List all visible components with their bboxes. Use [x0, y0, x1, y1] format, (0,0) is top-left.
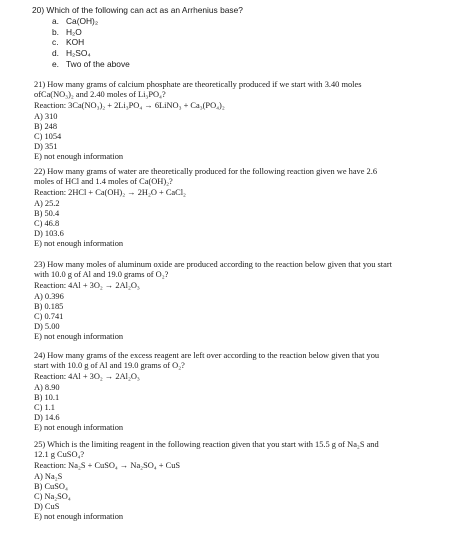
question-22-stem-line2: moles of HCl and 1.4 moles of Ca(OH)₂? [34, 176, 173, 186]
option-b [52, 27, 462, 38]
option-a: A) 8.90 [34, 383, 60, 393]
option-c: C) 46.8 [34, 219, 60, 229]
question-23 [34, 260, 454, 342]
option-d: D) 103.6 [34, 229, 64, 239]
question-25-reaction: Reaction: Na₂S + CuSO₄ → Na₂SO₄ + CuS [34, 460, 181, 470]
option-letter: a. [52, 16, 59, 27]
option-c: C) 0.741 [34, 312, 64, 322]
question-25-options [34, 472, 454, 521]
option-a: A) 310 [34, 112, 58, 122]
option-e [52, 59, 462, 70]
option-c [52, 37, 462, 48]
option-d: D) CuS [34, 502, 60, 512]
option-b: B) CuSO₄ [34, 482, 68, 492]
question-22 [34, 167, 454, 249]
option-b: B) 50.4 [34, 209, 60, 219]
option-e: E) not enough information [34, 151, 124, 161]
question-23-stem-line1: 23) How many moles of aluminum oxide are produced according to the reaction below given that you start [34, 260, 392, 269]
question-24 [34, 351, 454, 433]
option-letter: b. [52, 26, 59, 37]
option-c: C) 1.1 [34, 403, 55, 413]
option-text: H₂SO₄ [66, 47, 91, 58]
option-text: KOH [66, 37, 85, 48]
option-text: Ca(OH)₂ [66, 16, 99, 27]
question-20 [32, 5, 462, 69]
question-23-reaction: Reaction: 4Al + 3O₂ → 2Al₂O₃ [34, 280, 140, 290]
question-24-options [34, 383, 454, 432]
option-d: D) 5.00 [34, 322, 60, 332]
question-22-stem-line1: 22) How many grams of water are theoretically produced for the following reaction given we have 2.6 [34, 167, 378, 176]
option-letter: c. [52, 37, 59, 48]
option-b: B) 0.185 [34, 302, 64, 312]
question-21-options [34, 112, 454, 161]
question-24-reaction: Reaction: 4Al + 3O₂ → 2Al₂O₃ [34, 371, 140, 381]
option-d [52, 48, 462, 59]
option-a: A) 25.2 [34, 199, 60, 209]
question-21-stem-line1: 21) How many grams of calcium phosphate are theoretically produced if we start with 3.40 moles [34, 80, 362, 89]
option-b: B) 10.1 [34, 393, 60, 403]
question-25 [34, 440, 454, 522]
option-c: C) 1054 [34, 132, 62, 142]
option-letter: e. [52, 58, 59, 69]
question-20-stem: 20) Which of the following can act as an Arrhenius base? [32, 5, 243, 15]
option-a: A) 0.396 [34, 292, 64, 302]
question-23-options [34, 292, 454, 341]
option-d: D) 351 [34, 142, 58, 152]
option-e: E) not enough information [34, 238, 124, 248]
option-a [52, 16, 462, 27]
question-20-options [32, 16, 462, 69]
option-e: E) not enough information [34, 422, 124, 432]
option-a: A) Na₂S [34, 472, 63, 482]
question-25-stem-line1: 25) Which is the limiting reagent in the following reaction given that you start with 15.5 g of Na₂S and [34, 440, 379, 449]
option-text: H₂O [66, 26, 82, 37]
option-e: E) not enough information [34, 331, 124, 341]
option-c: C) Na₂SO₄ [34, 492, 71, 502]
question-21-stem-line2: ofCa(NO₃)₂ and 2.40 moles of Li₃PO₄? [34, 89, 166, 99]
option-d: D) 14.6 [34, 413, 60, 423]
option-text: Two of the above [66, 58, 130, 69]
question-22-reaction: Reaction: 2HCl + Ca(OH)₂ → 2H₂O + CaCl₂ [34, 187, 186, 197]
question-24-stem-line1: 24) How many grams of the excess reagent are left over according to the reaction below given that you [34, 351, 380, 360]
question-21 [34, 80, 454, 162]
question-22-options [34, 199, 454, 248]
question-25-stem-line2: 12.1 g CuSO₄? [34, 449, 85, 459]
question-23-stem-line2: with 10.0 g of Al and 19.0 grams of O₂? [34, 269, 169, 279]
question-24-stem-line2: start with 10.0 g of Al and 19.0 grams of O₂? [34, 360, 185, 370]
option-letter: d. [52, 47, 59, 58]
question-21-reaction: Reaction: 3Ca(NO₃)₂ + 2Li₃PO₄ → 6LiNO₃ + Ca₃(PO₄)₂ [34, 100, 225, 110]
option-b: B) 248 [34, 122, 58, 132]
option-e: E) not enough information [34, 511, 124, 521]
